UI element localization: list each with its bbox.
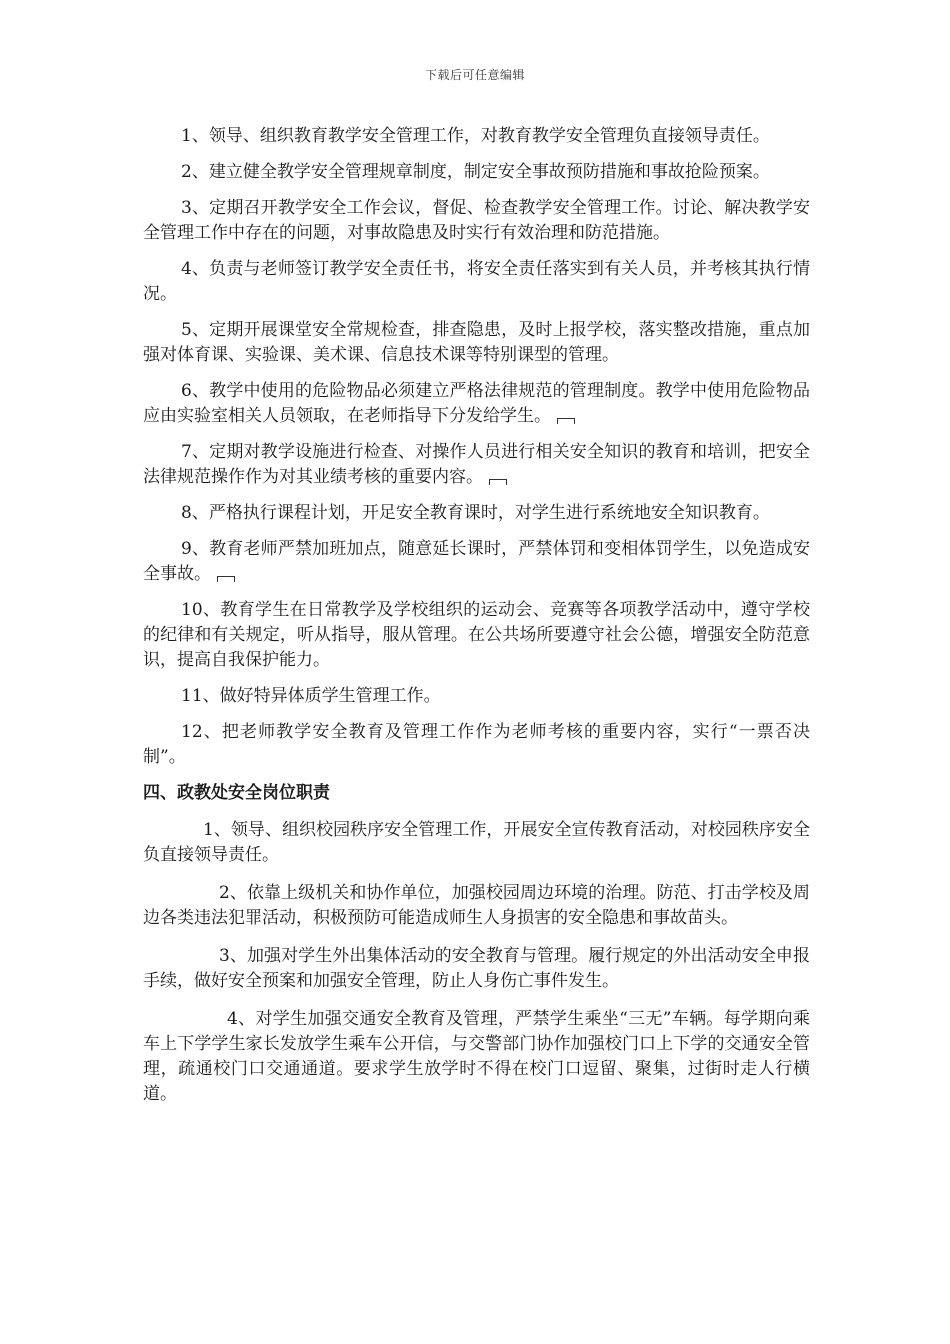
paragraph-mark-icon (217, 576, 235, 582)
teaching-duty-10: 10、教育学生在日常教学及学校组织的运动会、竞赛等各项教学活动中，遵守学校的纪律和有关规定，听从指导，服从管理。在公共场所要遵守社会公德，增强安全防范意识，提高自我保护能力。 (143, 600, 810, 670)
document-body (143, 124, 810, 1118)
political-duty-1: 1、领导、组织校园秩序安全管理工作，开展安全宣传教育活动，对校园秩序安全负直接领导责任。 (143, 820, 810, 865)
political-duty-4: 4、对学生加强交通安全教育及管理，严禁学生乘坐“三无”车辆。每学期向乘车上下学学生家长发放学生乘车公开信，与交警部门协作加强校门口上下学的交通安全管理，疏通校门口交通通道。要求学生放学时不得在校门口逗留、聚集，过街时走人行横道。 (143, 1009, 810, 1104)
paragraph-mark-icon (557, 418, 575, 424)
teaching-duty-5: 5、定期开展课堂安全常规检查，排查隐患，及时上报学校，落实整改措施，重点加强对体育课、实验课、美术课、信息技术课等特别课型的管理。 (143, 320, 810, 365)
teaching-duty-4: 4、负责与老师签订教学安全责任书，将安全责任落实到有关人员，并考核其执行情况。 (143, 259, 810, 304)
teaching-duty-9 (143, 537, 810, 587)
teaching-duty-9-text: 9、教育老师严禁加班加点，随意延长课时，严禁体罚和变相体罚学生，以免造成安全事故。 (143, 539, 810, 584)
teaching-duty-7-text: 7、定期对教学设施进行检查、对操作人员进行相关安全知识的教育和培训，把安全法律规范操作作为对其业绩考核的重要内容。 (143, 442, 810, 487)
teaching-duty-2: 2、建立健全教学安全管理规章制度，制定安全事故预防措施和事故抢险预案。 (181, 162, 770, 182)
political-duty-2: 2、依靠上级机关和协作单位，加强校园周边环境的治理。防范、打击学校及周边各类违法犯罪活动，积极预防可能造成师生人身损害的安全隐患和事故苗头。 (143, 883, 810, 928)
page-header-note: 下载后可任意编辑 (424, 68, 525, 82)
paragraph-mark-icon (489, 479, 507, 485)
teaching-duty-12: 12、把老师教学安全教育及管理工作作为老师考核的重要内容，实行“一票否决制”。 (143, 722, 810, 767)
political-duty-3: 3、加强对学生外出集体活动的安全教育与管理。履行规定的外出活动安全申报手续，做好安全预案和加强安全管理，防止人身伤亡事件发生。 (143, 946, 810, 991)
teaching-duty-6-text: 6、教学中使用的危险物品必须建立严格法律规范的管理制度。教学中使用危险物品应由实验室相关人员领取，在老师指导下分发给学生。 (143, 381, 810, 426)
teaching-duty-6 (143, 379, 810, 429)
teaching-duty-3: 3、定期召开教学安全工作会议，督促、检查教学安全管理工作。讨论、解决教学安全管理工作中存在的问题，对事故隐患及时实行有效治理和防范措施。 (143, 198, 810, 243)
teaching-duty-8: 8、严格执行课程计划，开足安全教育课时，对学生进行系统地安全知识教育。 (181, 503, 770, 523)
teaching-duty-7 (143, 440, 810, 490)
teaching-duty-1: 1、领导、组织教育教学安全管理工作，对教育教学安全管理负直接领导责任。 (181, 126, 770, 146)
teaching-duty-11: 11、做好特异体质学生管理工作。 (181, 686, 441, 706)
section-heading-political: 四、政教处安全岗位职责 (143, 783, 330, 803)
